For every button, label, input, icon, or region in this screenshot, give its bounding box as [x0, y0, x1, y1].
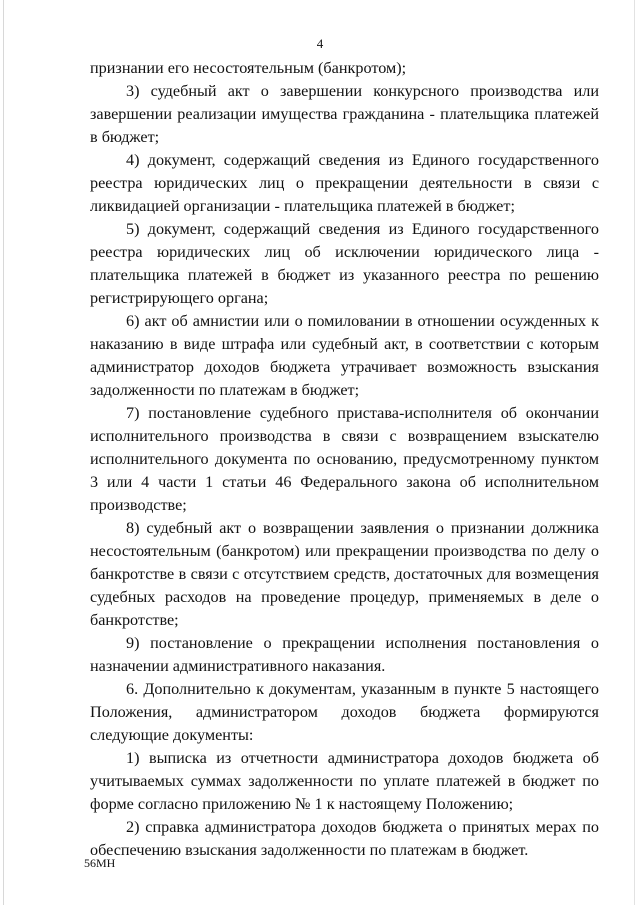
- list-item-4: 4) документ, содержащий сведения из Единого государственного реестра юридических лиц о прекращении деятельности в связи с ликвидацией организации - плательщика платежей в бюджет;: [90, 151, 599, 215]
- footer-code: 56МН: [84, 856, 116, 870]
- section-6-item-2: 2) справка администратора доходов бюджета о принятых мерах по обеспечению взыскания задолженности по платежам в бюджет.: [90, 818, 599, 859]
- paragraph-continuation: признании его несостоятельным (банкротом);: [90, 59, 407, 77]
- list-item-8: 8) судебный акт о возвращении заявления о признании должника несостоятельным (банкротом) или прекращении производства по делу о банкротстве в связи с отсутствием средств, достаточных для возмещения судебных расходов на проведение процедур, применяемых в деле о банкротстве;: [90, 519, 599, 629]
- list-item-7: 7) постановление судебного пристава-исполнителя об окончании исполнительного производства в связи с возвращением взыскателю исполнительного документа по основанию, предусмотренному пунктом 3 или 4 части 1 статьи 46 Федерального закона об исполнительном производстве;: [90, 404, 599, 514]
- document-body: [90, 57, 599, 862]
- section-6-item-1: 1) выписка из отчетности администратора доходов бюджета об учитываемых суммах задолженности по уплате платежей в бюджет по форме согласно приложению № 1 к настоящему Положению;: [90, 749, 599, 813]
- page-number: 4: [316, 36, 324, 51]
- list-item-6: 6) акт об амнистии или о помиловании в отношении осужденных к наказанию в виде штрафа или судебный акт, в соответствии с которым администратор доходов бюджета утрачивает возможность взыскания задолженности по платежам в бюджет;: [90, 312, 599, 399]
- list-item-9: 9) постановление о прекращении исполнения постановления о назначении административного наказания.: [90, 634, 599, 675]
- list-item-5: 5) документ, содержащий сведения из Единого государственного реестра юридических лиц об исключении юридического лица - плательщика платежей в бюджет из указанного реестра по решению регистрирующего органа;: [90, 220, 599, 307]
- section-6-paragraph: 6. Дополнительно к документам, указанным в пункте 5 настоящего Положения, администратором доходов бюджета формируются следующие документы:: [90, 680, 599, 744]
- page-edge-left: [3, 0, 4, 905]
- page-edge-right: [634, 0, 635, 905]
- list-item-3: 3) судебный акт о завершении конкурсного производства или завершении реализации имущества гражданина - плательщика платежей в бюджет;: [90, 82, 599, 146]
